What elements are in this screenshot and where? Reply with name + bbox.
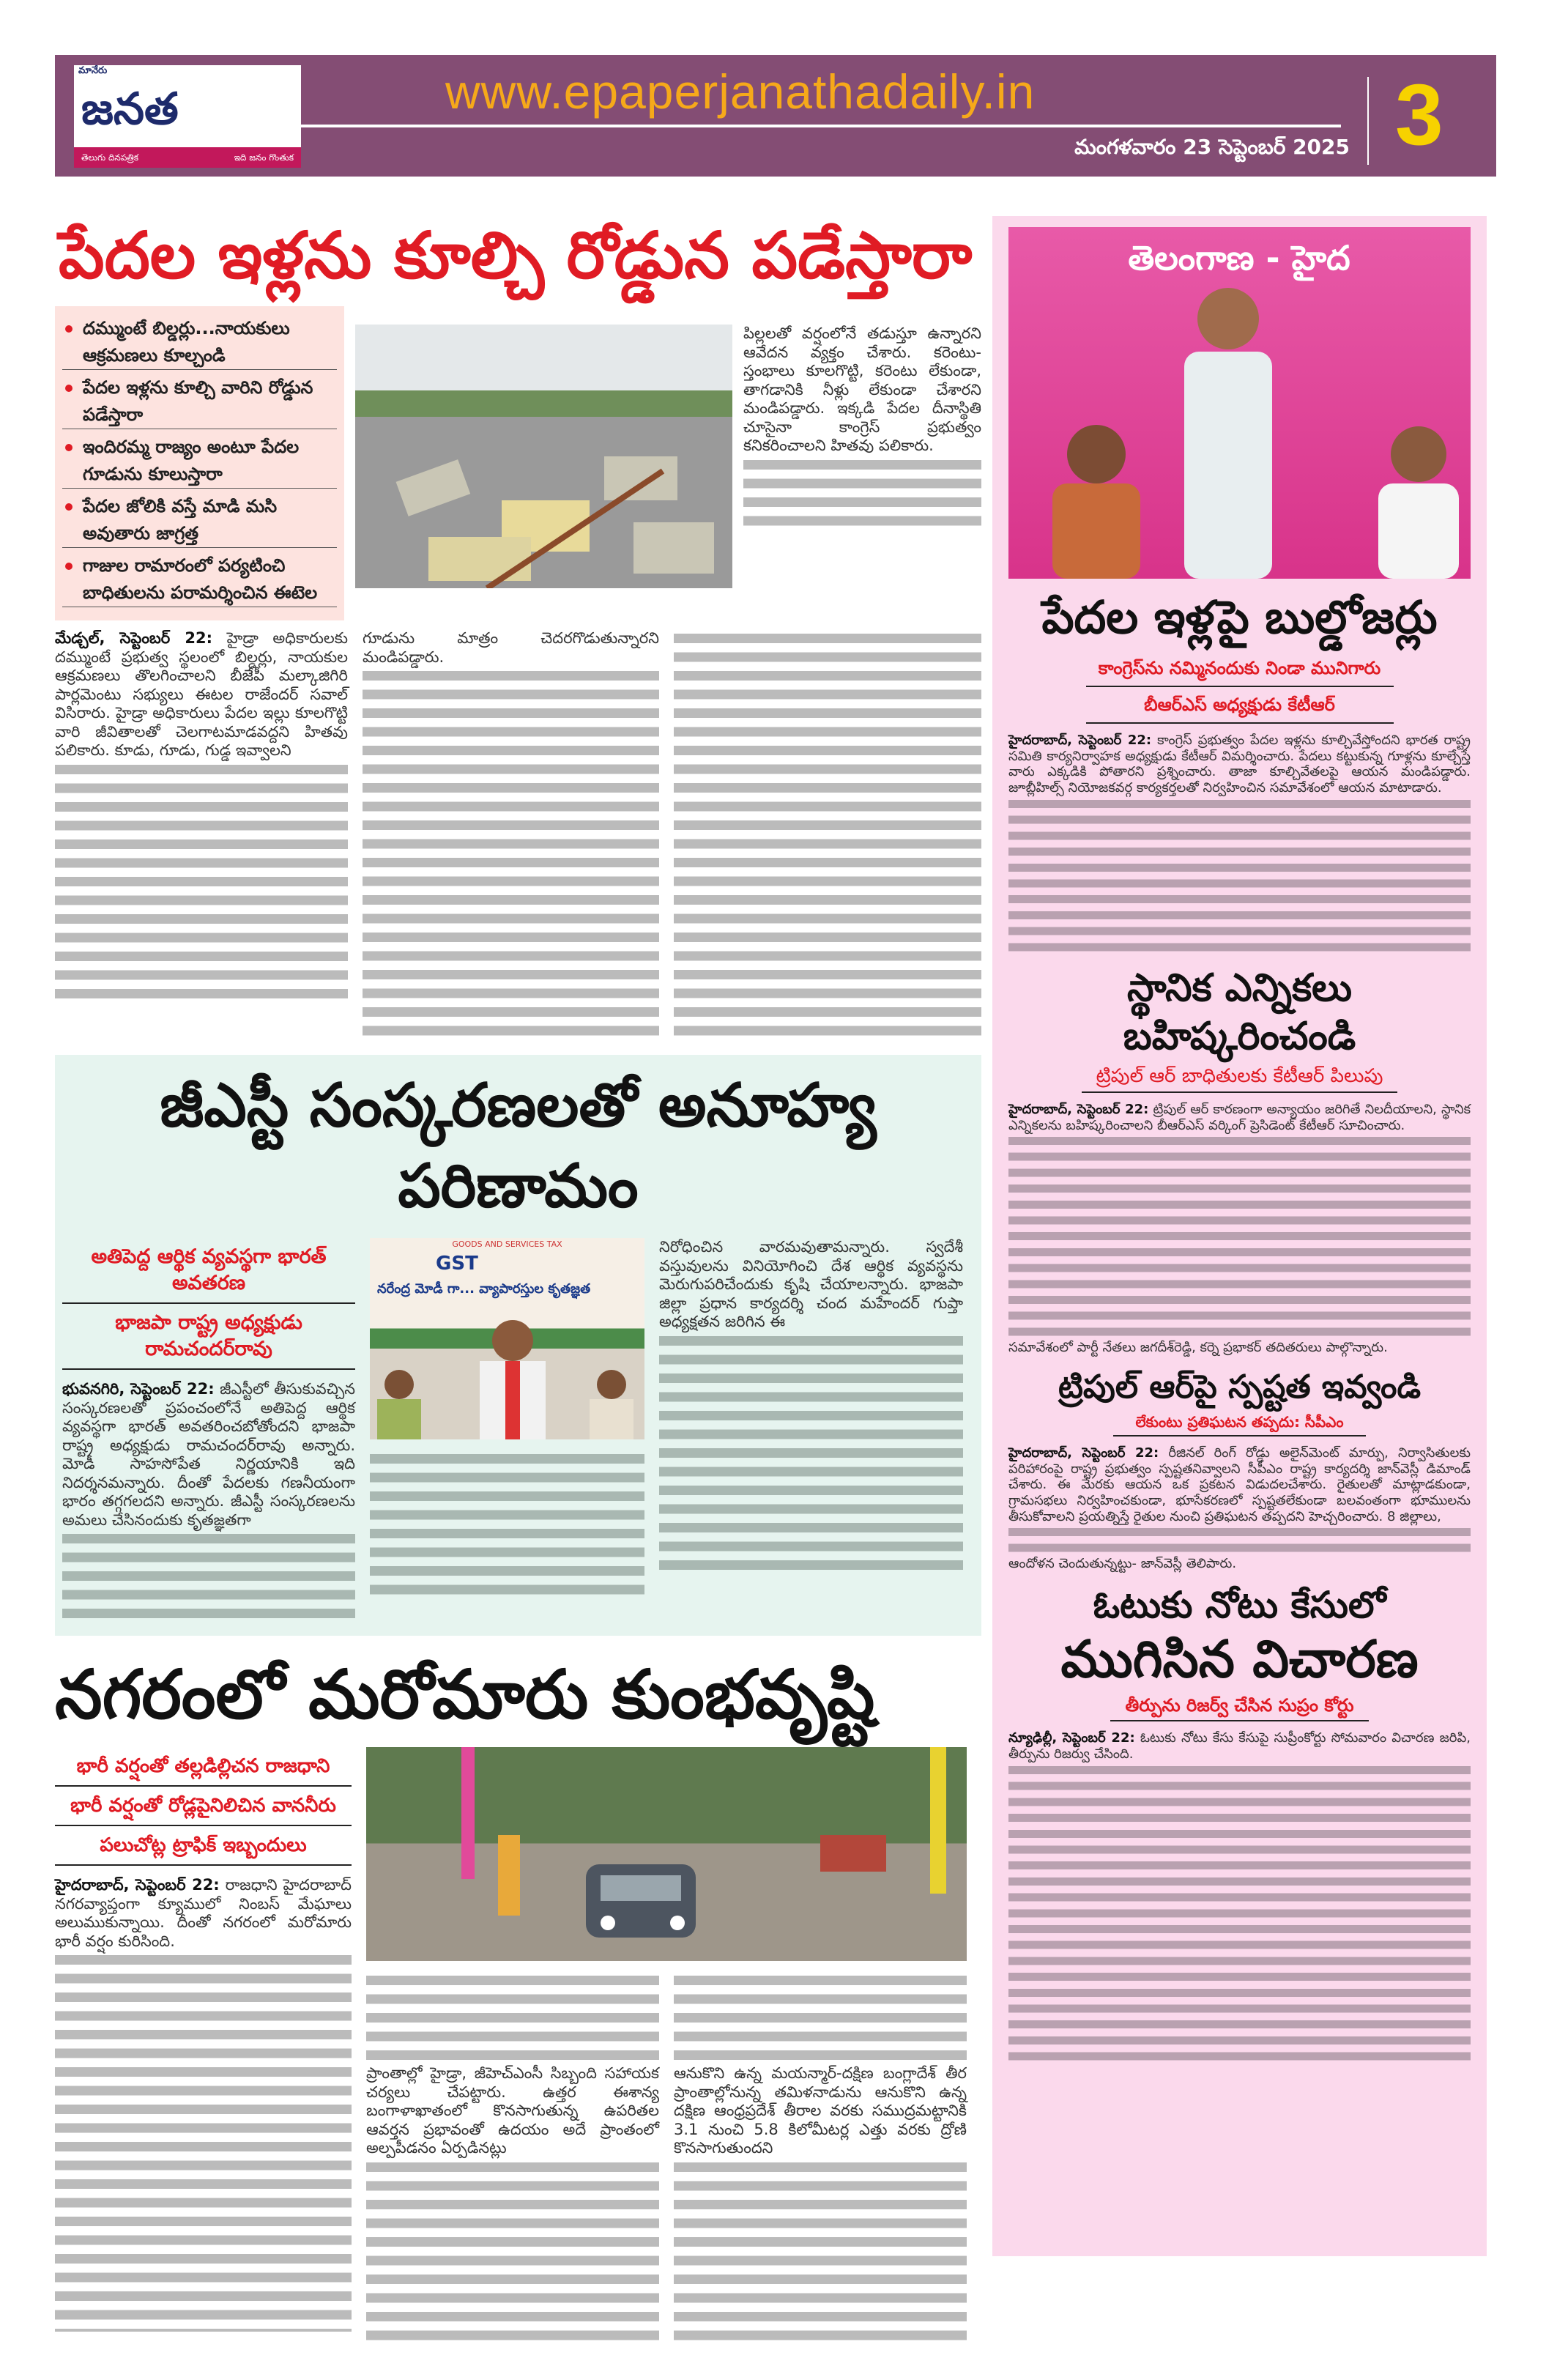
story3-layout: [55, 1747, 981, 2345]
side1-headline: పేదల ఇళ్లపై బుల్డోజర్లు: [1041, 590, 1438, 644]
side2-headline: స్థానిక ఎన్నికలు బహిష్కరించండి: [1123, 965, 1356, 1059]
story1-headline: పేదల ఇళ్లను కూల్చి రోడ్డున పడేస్తారా: [59, 218, 973, 293]
highlight-item: పేదల ఇళ్లను కూల్చి వారిని రోడ్డున పడేస్తారా: [62, 374, 337, 429]
side3-headline: ట్రిపుల్ ఆర్‌పై స్పష్టత ఇవ్వండి: [1058, 1368, 1422, 1406]
story1-columns: [55, 629, 981, 1040]
story3-column1: [55, 1747, 352, 2332]
story1-column3b: [674, 629, 981, 1039]
divider: [1367, 77, 1369, 165]
highlight-item: గాజుల రామారంలో పర్యటించి బాధితులను పరామర్శించిన ఈటెల: [62, 552, 337, 607]
story1-top: [55, 306, 981, 620]
website-url[interactable]: www.epaperjanathadaily.in: [445, 64, 1036, 119]
dateline: భువనగిరి, సెప్టెంబర్ 22:: [62, 1380, 215, 1398]
subhead: కాంగ్రెస్‌ను నమ్మినందుకు నిండా మునిగారు: [1086, 650, 1394, 687]
dateline: హైదరాబాద్, సెప్టెంబర్ 22:: [55, 1876, 220, 1894]
story2-column2: [370, 1238, 644, 1596]
side2-body: హైదరాబాద్, సెప్టెంబర్ 22: ట్రిపుల్ ఆర్ కారణంగా అన్యాయం జరిగితే నిలదీయాలని, స్థానిక ఎన్నికలను బహిష్కరించాలని బీఆర్ఎస్ వర్కింగ్ ప్రెసిడెంట్ కేటీఆర్ సూచించారు. సమావేశంలో పార్టీ నేతలు జగదీశ్‌రెడ్డి, కర్నె ప్రభాకర్ తదితరులు పాల్గొన్నారు.: [1008, 1101, 1471, 1356]
dateline: హైదరాబాద్, సెప్టెంబర్ 22:: [1008, 733, 1152, 748]
dateline: హైదరాబాద్, సెప్టెంబర్ 22:: [1008, 1101, 1149, 1117]
subhead: బీఆర్ఎస్ అధ్యక్షుడు కేటీఆర్: [1086, 687, 1394, 724]
side3-subhead: లేకుంటు ప్రతిఘటన తప్పదు: సీపీఎం: [1113, 1409, 1365, 1436]
side4-body: న్యూఢిల్లీ, సెప్టెంబర్ 22: ఓటుకు నోటు కేసు కేసుపై సుప్రీంకోర్టు సోమవారం విచారణ జరిపి, తీర్పును రిజర్వు చేసింది.: [1008, 1730, 1471, 2064]
page-number: 3: [1395, 67, 1443, 163]
photo-banner: GST: [436, 1253, 478, 1275]
subhead: భారీ వర్షంతో రోడ్లపైనిలిచిన వాననీరు: [55, 1787, 352, 1826]
subhead: పలుచోట్ల ట్రాఫిక్ ఇబ్బందులు: [55, 1826, 352, 1866]
story3-body1: హైదరాబాద్, సెప్టెంబర్ 22: రాజధాని హైదరాబాద్ నగరవ్యాప్తంగా క్యూములో నింబస్ మేఘాలు అలుముకున్నాయి. దీంతో నగరంలో మరోమారు భారీ వర్షం కురిసింది.: [55, 1876, 352, 2332]
highlight-item: దమ్ముంటే బిల్డర్లు...నాయకులు ఆక్రమణలు కూల్చండి: [62, 315, 337, 370]
issue-date: మంగళవారం 23 సెప్టెంబర్ 2025: [1074, 135, 1350, 159]
main-stories: [55, 212, 981, 2345]
story1-highlights: [55, 306, 344, 620]
story3-headline: నగరంలో మరోమారు కుంభవృష్టి: [55, 1656, 875, 1734]
side1-photo-ktr-speaking: [1008, 227, 1471, 579]
story3-columns: [366, 1971, 967, 2345]
story2-headline: జీఎస్టీ సంస్కరణలతో అనూహ్య పరిణామం: [160, 1071, 877, 1221]
story2-columns: [62, 1238, 974, 1625]
story1-column1: మేడ్చల్, సెప్టెంబర్ 22: హైడ్రా అధికారులకు దమ్ముంటే ప్రభుత్వ స్థలంలో బిల్డర్లు, నాయకుల ఆక్రమణలు తొలగించాలని బీజేపీ మల్కాజిగిరి పార్లమెంటు సభ్యులు ఈటల రాజేందర్ సవాల్ విసిరారు. హైడ్రా అధికారులు పేదల ఇల్లు కూలగొట్టి వారి జీవితాలతో చెలగాటమాడవద్దని హితవు పలికారు. కూడు, గూడు, గుడ్డ ఇవ్వాలని: [55, 629, 348, 1002]
side1-subheads: [1086, 650, 1394, 724]
story2-photo-press-meet: [370, 1238, 644, 1439]
story2-body1: భువనగిరి, సెప్టెంబర్ 22: జీఎస్టీలో తీసుకువచ్చిన సంస్కరణలతో ప్రపంచంలోనే అతిపెద్ద ఆర్థిక వ్యవస్థగా భారత్ అవతరించబోతోందని భాజపా రాష్ట్ర అధ్యక్షుడు రామచందర్‌రావు అన్నారు. మోడీ సాహసోపేత నిర్ణయానికి ఇది నిదర్శనమన్నారు. దీంతో పేదలకు గణనీయంగా భారం తగ్గగలదని అన్నారు. జీఎస్టీ సంస్కరణలను అమలు చేసినందుకు కృతజ్ఞతగా: [62, 1380, 355, 1625]
side2-subhead: ట్రిపుల్ ఆర్ బాధితులకు కేటీఆర్ పిలుపు: [1082, 1061, 1398, 1093]
divider: [301, 125, 1341, 127]
photo-banner-line2: నరేంద్ర మోడీ గా... వ్యాపారస్తుల కృతజ్ఞత: [377, 1281, 591, 1297]
photo-backdrop-text: తెలంగాణ - హైద: [1128, 238, 1350, 278]
story1-column3: పిల్లలతో వర్షంలోనే తడుస్తూ ఉన్నారని ఆవేదన వ్యక్తం చేశారు. కరెంటు- స్తంభాలు కూలగొట్టి, కరెంటు లేకుండా, తాగడానికి నీళ్లు లేకుండా చేశారని మండిపడ్డారు. ఇక్కడి పేదల దీనాస్థితి చూసైనా కాంగ్రెస్ ప్రభుత్వం కనికరించాలని హితవు పలికారు.: [743, 325, 981, 529]
story3-column2: ప్రాంతాల్లో హైడ్రా, జీహెచ్ఎంసీ సిబ్బంది సహాయక చర్యలు చేపట్టారు. ఉత్తర ఈశాన్య బంగాళాఖాతంలో కొనసాగుతున్న ఉపరితల ఆవర్తన ప్రభావంతో ఉదయం అదే ప్రాంతంలో అల్పపీడనం ఏర్పడినట్లు: [366, 1971, 659, 2345]
highlight-item: పేదల జోలికి వస్తే మాడి మసి అవుతారు జాగ్రత్త: [62, 493, 337, 548]
story1-photo-demolition-rubble: [355, 325, 732, 588]
side4-headline-line2: ముగిసిన విచారణ: [1060, 1629, 1419, 1690]
dateline: న్యూఢిల్లీ, సెప్టెంబర్ 22:: [1008, 1730, 1135, 1746]
story3-photo-flooded-road: [366, 1747, 967, 1961]
logo-tag-right: ఇది జనం గొంతుక: [234, 152, 294, 163]
dateline: మేడ్చల్, సెప్టెంబర్ 22:: [55, 629, 213, 647]
highlight-item: ఇందిరమ్మ రాజ్యం అంటూ పేదల గూడును కూలుస్తారా: [62, 434, 337, 489]
side4-subhead: తీర్పును రిజర్వ్ చేసిన సుప్రం కోర్టు: [1110, 1691, 1368, 1721]
masthead: [55, 55, 1496, 177]
logo-tagline: [74, 147, 301, 168]
logo-top: మానేరు: [78, 65, 108, 76]
sidebar-news-panel: [992, 216, 1487, 2256]
logo: [74, 65, 301, 168]
story2-gst: [55, 1055, 981, 1636]
side1-body: హైదరాబాద్, సెప్టెంబర్ 22: కాంగ్రెస్ ప్రభుత్వం పేదల ఇళ్లను కూల్చివేస్తోందని భారత రాష్ట్ర సమితి కార్యనిర్వాహక అధ్యక్షుడు కేటీఆర్ విమర్శించారు. పేదలు కట్టుకున్న గూళ్లను కూల్చేస్తే వారు ఎక్కడికి పోతారని ప్రశ్నించారు. తాజా కూల్చివేతలపై ఆయన మండిపడ్డారు. జూబ్లీహిల్స్ నియోజకవర్గ కార్యకర్తలతో నిర్వహించిన సమావేశంలో ఆయన మాటాడారు.: [1008, 733, 1471, 954]
story1-column2: గూడును మాత్రం చెదరగొడుతున్నారని మండిపడ్డారు.: [363, 629, 659, 1040]
subhead: భాజపా రాష్ట్ర అధ్యక్షుడు రామచందర్‌రావు: [62, 1304, 355, 1370]
subhead: భారీ వర్షంతో తల్లడిల్లిచన రాజధాని: [55, 1747, 352, 1787]
photo-banner-small: GOODS AND SERVICES TAX: [452, 1239, 562, 1249]
subhead: అతిపెద్ద ఆర్థిక వ్యవస్థగా భారత్ అవతరణ: [62, 1238, 355, 1304]
story2-column1: [62, 1238, 355, 1625]
side3-body: హైదరాబాద్, సెప్టెంబర్ 22: రీజినల్ రింగ్ రోడ్డు అలైన్‌మెంట్ మార్పు, నిర్వాసితులకు పరిహారంపై రాష్ట్ర ప్రభుత్వం స్పష్టతనివ్వాలని సీపీఎం రాష్ట్ర కార్యదర్శి జాన్‌వెస్లీ డిమాండ్ చేశారు. ఈ మేరకు ఆయన ఒక ప్రకటన విడుదలచేశారు. రైతులతో మాట్లాడకుండా, గ్రామసభలు నిర్వహించకుండా, భూసేకరణలో స్పష్టతలేకుండా బలవంతంగా భూములను తీసుకోవాలని ప్రయత్నిస్తే రైతుల నుంచి ప్రతిఘటన తప్పదని హెచ్చరించారు. 8 జిల్లాలు, ఆందోళన చెందుతున్నట్టు- జాన్‌వెస్లీ తెలిపారు.: [1008, 1445, 1471, 1572]
story2-column2-text: [370, 1450, 644, 1596]
story2-column3: నిరోధించిన వారమవుతామన్నారు. స్వదేశీ వస్తువులను వినియోగించి దేశ ఆర్థిక వ్యవస్థను మెరుగుపరిచేందుకు కృషి చేయాలన్నారు. భాజపా జిల్లా ప్రధాన కార్యదర్శి చంద మహేందర్ గుప్తా అధ్యక్షతన జరిగిన ఈ: [659, 1238, 963, 1573]
story3-column3: ఆనుకొని ఉన్న మయన్మార్-దక్షిణ బంగ్లాదేశ్ తీర ప్రాంతాల్లోనున్న తమిళనాడును ఆనుకొని ఉన్న దక్షిణ ఆంధ్రప్రదేశ్ తీరాల వరకు సముద్రమట్టానికి 3.1 నుంచి 5.8 కిలోమీటర్ల ఎత్తు వరకు ద్రోణి కొనసాగుతుందని: [674, 1971, 967, 2345]
logo-tag-left: తెలుగు దినపత్రిక: [81, 152, 139, 163]
story3-right: [366, 1747, 967, 2345]
side4-headline-line1: ఓటుకు నోటు కేసులో: [1093, 1584, 1386, 1627]
dateline: హైదరాబాద్, సెప్టెంబర్ 22:: [1008, 1445, 1159, 1461]
logo-name: జనత: [81, 84, 179, 135]
